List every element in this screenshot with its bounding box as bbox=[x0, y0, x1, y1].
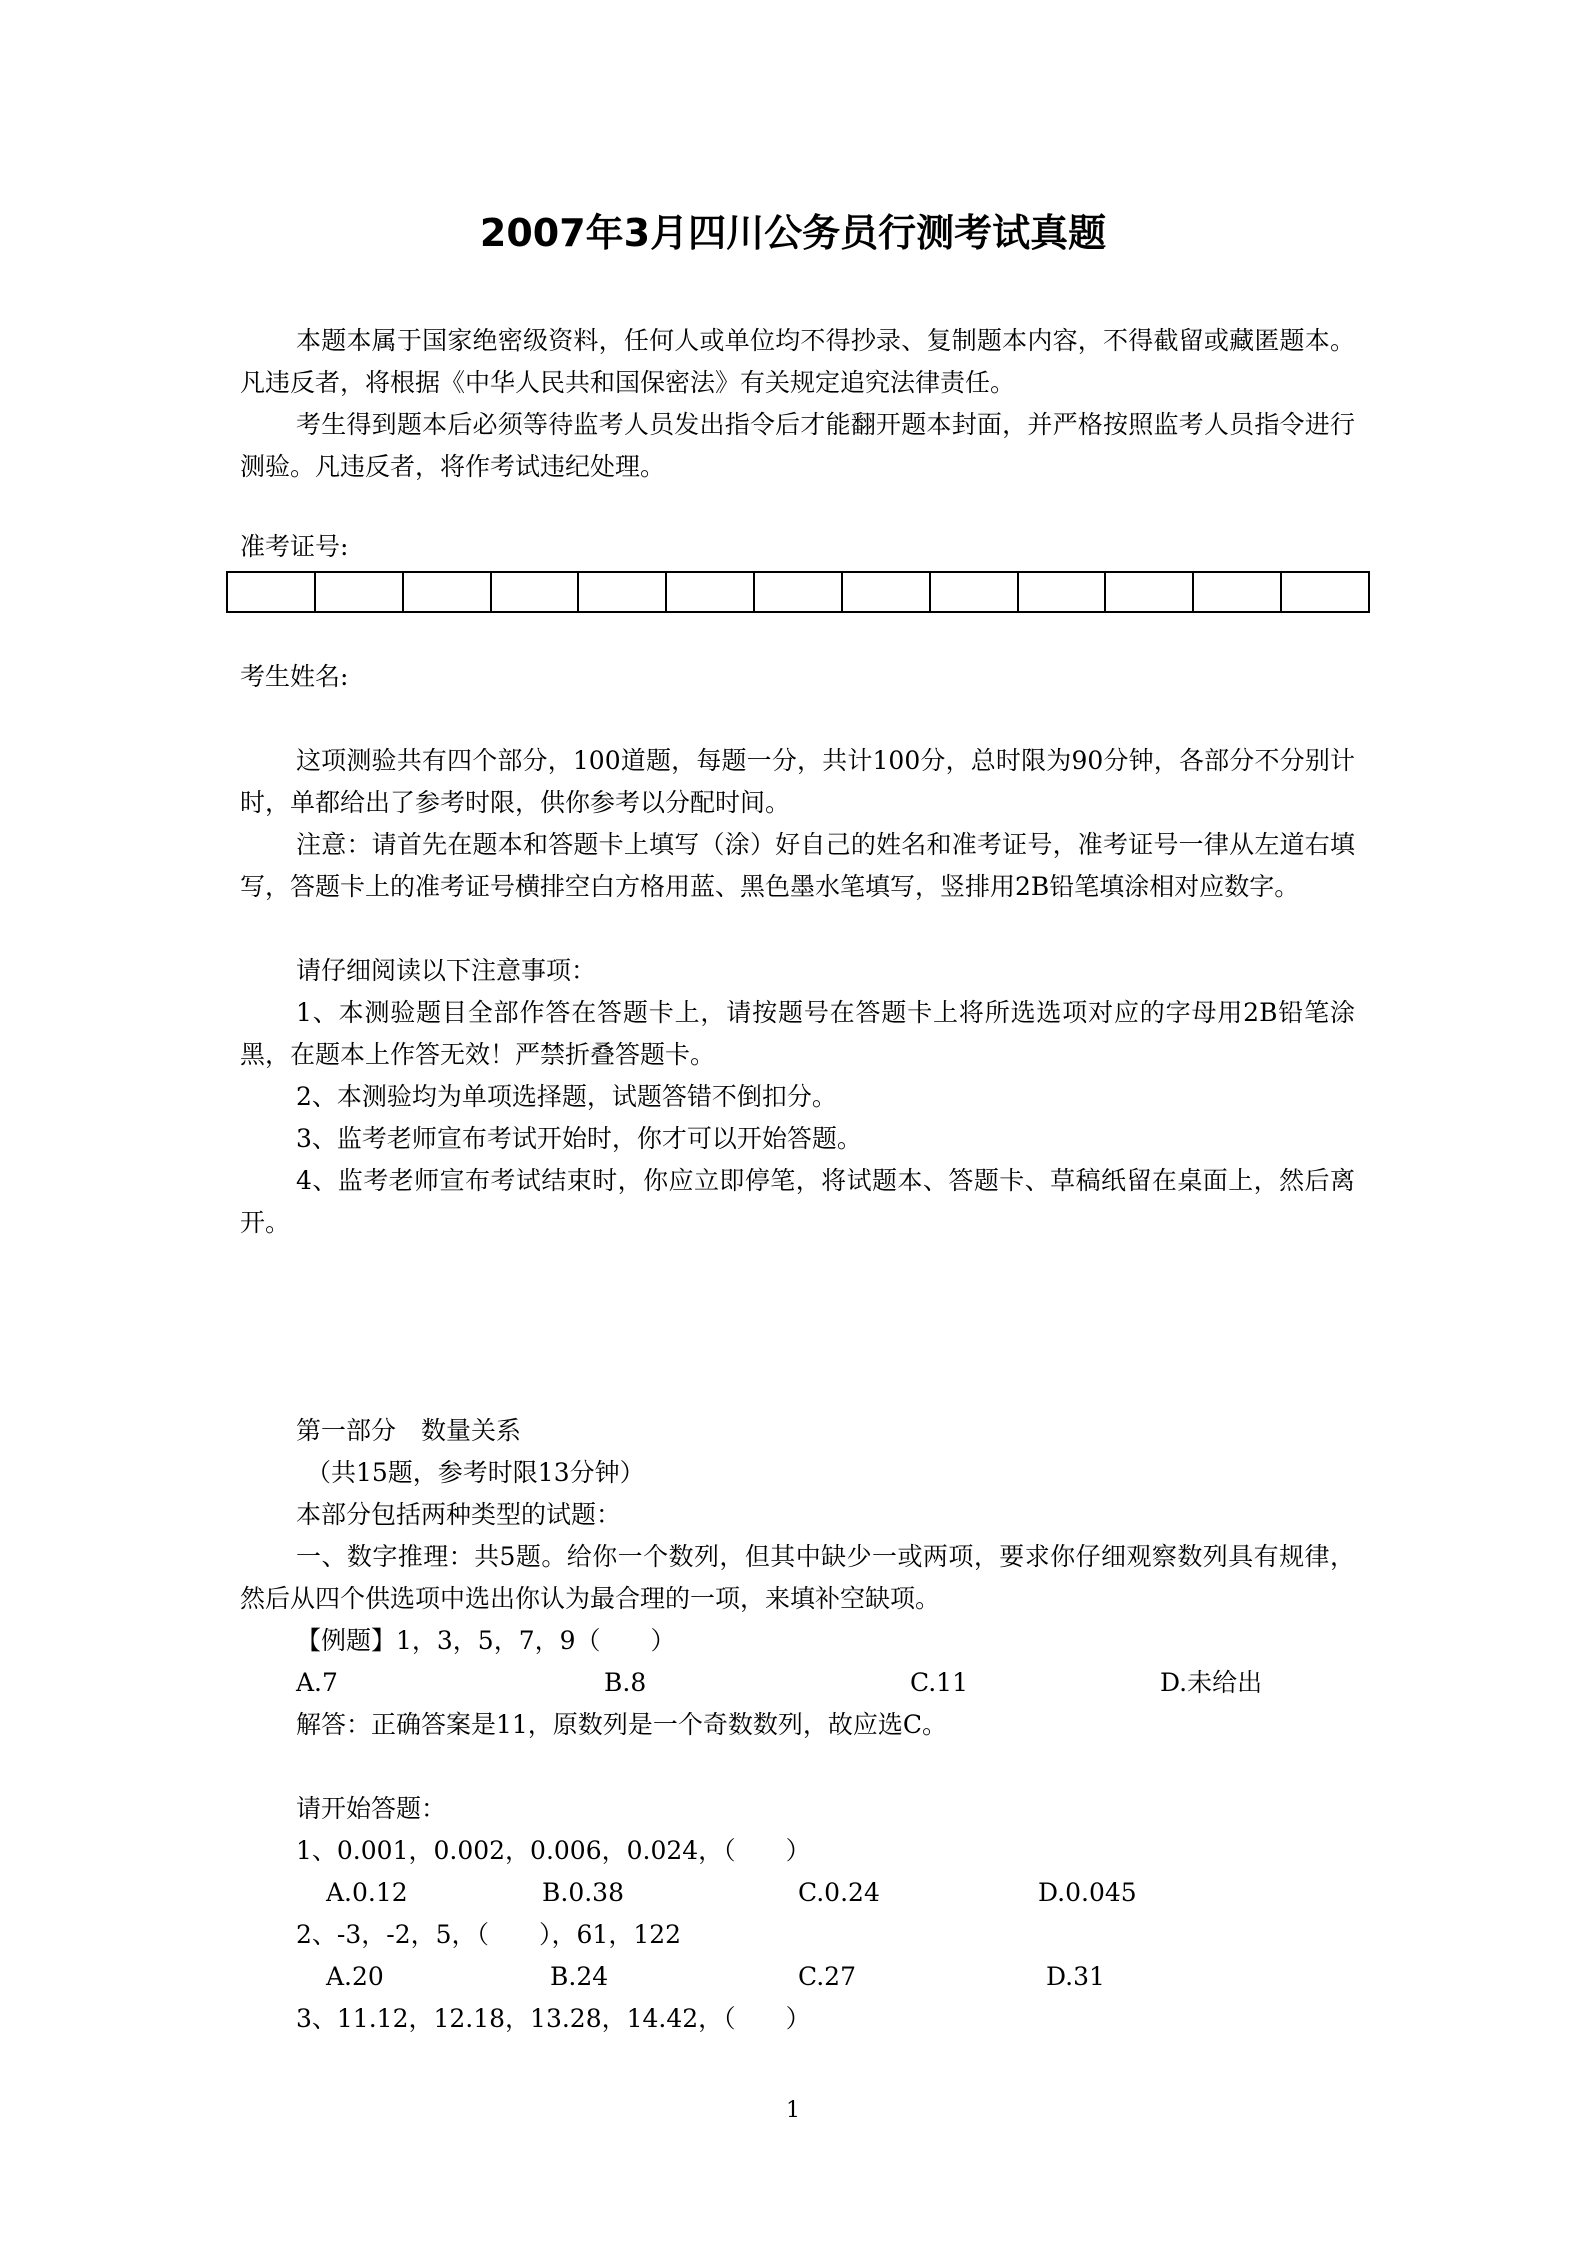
intro-paragraph-2: 注意：请首先在题本和答题卡上填写（涂）好自己的姓名和准考证号，准考证号一律从左道右填写，答题卡上的准考证号横排空白方格用蓝、黑色墨水笔填写，竖排用2B铅笔填涂相对应数字。 bbox=[240, 830, 1355, 901]
question-2-option-c: C.27 bbox=[798, 1962, 856, 1991]
example-options bbox=[0, 1662, 1586, 1704]
example-option-c: C.11 bbox=[910, 1668, 968, 1697]
example-option-d: D.未给出 bbox=[1160, 1668, 1263, 1697]
notice-item-3: 3、监考老师宣布考试开始时，你才可以开始答题。 bbox=[296, 1124, 862, 1153]
admission-digit-box bbox=[316, 573, 404, 611]
admission-number-grid bbox=[226, 571, 1370, 613]
question-1-stem: 1、0.001，0.002，0.006，0.024，（ ） bbox=[296, 1836, 811, 1865]
example-answer: 解答：正确答案是11，原数列是一个奇数数列，故应选C。 bbox=[296, 1710, 947, 1739]
question-2-stem: 2、-3，-2，5，（ ），61，122 bbox=[296, 1920, 682, 1949]
admission-number-label: 准考证号: bbox=[240, 532, 349, 561]
admission-digit-box bbox=[1106, 573, 1194, 611]
example-question: 【例题】1，3，5，7，9（ ） bbox=[296, 1626, 676, 1655]
question-2-option-d: D.31 bbox=[1046, 1962, 1105, 1991]
admission-digit-box bbox=[1019, 573, 1107, 611]
question-1-option-a: A.0.12 bbox=[326, 1878, 408, 1907]
notice-item-1: 1、本测验题目全部作答在答题卡上，请按题号在答题卡上将所选选项对应的字母用2B铅笔涂黑，在题本上作答无效！严禁折叠答题卡。 bbox=[240, 998, 1355, 1069]
question-2-option-b: B.24 bbox=[550, 1962, 609, 1991]
admission-digit-box bbox=[404, 573, 492, 611]
question-1-option-d: D.0.045 bbox=[1038, 1878, 1137, 1907]
section-description: 一、数字推理：共5题。给你一个数列，但其中缺少一或两项，要求你仔细观察数列具有规律，然后从四个供选项中选出你认为最合理的一项，来填补空缺项。 bbox=[240, 1542, 1355, 1613]
notice-item-4: 4、监考老师宣布考试结束时，你应立即停笔，将试题本、答题卡、草稿纸留在桌面上，然后离开。 bbox=[240, 1166, 1355, 1237]
question-2-options bbox=[0, 1956, 1586, 1998]
admission-digit-box bbox=[931, 573, 1019, 611]
question-1-option-c: C.0.24 bbox=[798, 1878, 880, 1907]
notice-item-2: 2、本测验均为单项选择题，试题答错不倒扣分。 bbox=[296, 1082, 837, 1111]
question-1-option-b: B.0.38 bbox=[542, 1878, 624, 1907]
admission-digit-box bbox=[667, 573, 755, 611]
notice-paragraph-2: 考生得到题本后必须等待监考人员发出指令后才能翻开题本封面，并严格按照监考人员指令进行测验。凡违反者，将作考试违纪处理。 bbox=[240, 410, 1355, 481]
question-2-option-a: A.20 bbox=[326, 1962, 384, 1991]
admission-digit-box bbox=[1194, 573, 1282, 611]
admission-digit-box bbox=[579, 573, 667, 611]
admission-digit-box bbox=[755, 573, 843, 611]
admission-digit-box bbox=[228, 573, 316, 611]
page-title: 2007年3月四川公务员行测考试真题 bbox=[479, 211, 1107, 255]
start-prompt: 请开始答题： bbox=[296, 1794, 447, 1823]
admission-digit-box bbox=[843, 573, 931, 611]
admission-digit-box bbox=[492, 573, 580, 611]
question-3-stem: 3、11.12，12.18，13.28，14.42，（ ） bbox=[296, 2004, 811, 2033]
example-option-a: A.7 bbox=[296, 1668, 338, 1697]
question-1-options bbox=[0, 1872, 1586, 1914]
intro-paragraph-1: 这项测验共有四个部分，100道题，每题一分，共计100分，总时限为90分钟，各部分不分别计时，单都给出了参考时限，供你参考以分配时间。 bbox=[240, 746, 1355, 817]
example-option-b: B.8 bbox=[604, 1668, 647, 1697]
section-subheading: （共15题，参考时限13分钟） bbox=[306, 1458, 645, 1487]
page-number: 1 bbox=[786, 2098, 800, 2123]
candidate-name-label: 考生姓名: bbox=[240, 662, 349, 691]
section-heading: 第一部分 数量关系 bbox=[296, 1416, 522, 1445]
intro-paragraph-3: 请仔细阅读以下注意事项： bbox=[296, 956, 597, 985]
notice-paragraph-1: 本题本属于国家绝密级资料，任何人或单位均不得抄录、复制题本内容，不得截留或藏匿题本。凡违反者，将根据《中华人民共和国保密法》有关规定追究法律责任。 bbox=[240, 326, 1355, 397]
admission-digit-box bbox=[1282, 573, 1368, 611]
section-types: 本部分包括两种类型的试题： bbox=[296, 1500, 622, 1529]
